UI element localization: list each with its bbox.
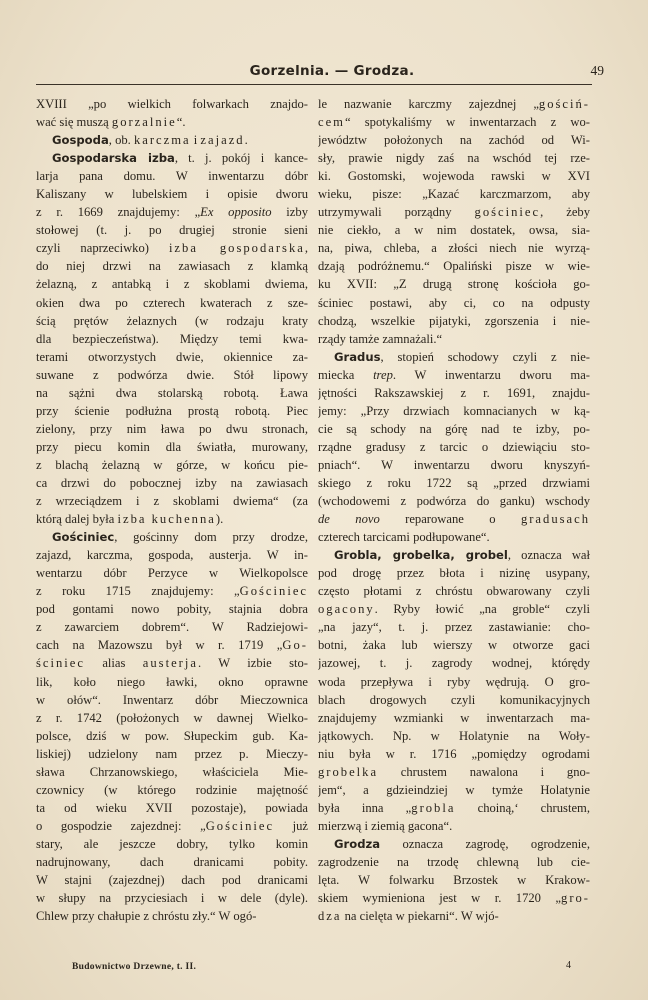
- text-segment: skiego z roku 1722 są „przed drzwiami: [318, 475, 590, 490]
- text-line: [36, 294, 308, 312]
- text-segment: woda przepływa i ryby wędrują. O gro-: [318, 674, 590, 689]
- text-segment: pod drogę przez błota i nizinę usypany,: [318, 566, 590, 581]
- text-line: [36, 564, 308, 582]
- text-line: [36, 853, 308, 871]
- text-line: [318, 312, 590, 330]
- text-segment: „na jazy“, t. j. przez zastawianie: cho-: [318, 620, 590, 635]
- text-segment: terami otworzystych dwie, okiennice za-: [36, 349, 308, 364]
- text-segment: “ spotykaliśmy w inwentarzach z wo-: [344, 115, 590, 130]
- text-segment: niu była w r. 1716 „pomiędzy ogrodami: [318, 746, 590, 761]
- entry-headword: Gościniec: [52, 530, 115, 545]
- text-line: [36, 691, 308, 709]
- text-line: [36, 275, 308, 293]
- text-line: [318, 492, 590, 510]
- text-segment: polsce, dziś w pow. Słupeckim gub. Ka-: [36, 728, 308, 743]
- text-line: [36, 131, 308, 149]
- text-segment: stary, ale jeszcze dobry, tylko komin: [36, 836, 308, 851]
- text-line: [318, 528, 590, 546]
- text-segment: z r. 1742 (położonych w dawnej Wielko-: [36, 710, 308, 725]
- text-segment: lik, koło niego ławki, okno oprawne: [36, 674, 308, 689]
- text-line: [36, 618, 308, 636]
- text-segment: izby: [271, 205, 308, 220]
- running-title: Gorzelnia. — Grodza.: [249, 63, 415, 79]
- text-line: [36, 239, 308, 257]
- text-segment: trep: [373, 367, 393, 382]
- text-line: [318, 474, 590, 492]
- text-segment: , żeby: [540, 205, 590, 220]
- text-line: [36, 889, 308, 907]
- text-segment: . W inwentarzu dworu ma-: [392, 367, 590, 382]
- text-segment: . W izbie sto-: [197, 656, 308, 671]
- text-line: [36, 366, 308, 384]
- text-segment: austerja: [142, 656, 198, 671]
- text-segment: pod gontami nowo pobity, stajnia dobra: [36, 602, 308, 617]
- page-header: [36, 63, 628, 85]
- text-line: [318, 275, 590, 293]
- footer-signature-mark: 4: [566, 960, 571, 971]
- text-line: [36, 492, 308, 510]
- text-line: [36, 907, 308, 925]
- text-segment: liskiej) udzielony nam przez p. Mieczy-: [36, 746, 308, 761]
- text-line: [36, 257, 308, 275]
- text-line: [36, 203, 308, 221]
- text-line: [318, 348, 590, 366]
- text-segment: Gościniec: [239, 584, 308, 599]
- text-segment: wieku, pisze: „Kazać karczmarzom, aby: [318, 187, 590, 202]
- text-line: [318, 294, 590, 312]
- text-segment: do niej drzwi na zawiasach z klamką: [36, 259, 308, 274]
- text-line: [36, 636, 308, 654]
- text-segment: ,: [304, 241, 308, 256]
- text-line: [36, 95, 308, 113]
- text-line: [36, 781, 308, 799]
- text-segment: jazowej, t. j. zagrody wodnej, którędy: [318, 656, 590, 671]
- text-segment: czownicy (w którego rodzinie majętność: [36, 782, 308, 797]
- text-segment: choiną,‘ chrustem,: [455, 800, 590, 815]
- text-line: [36, 835, 308, 853]
- text-segment: w ołów“. Inwentarz dóbr Mieczownica: [36, 692, 308, 707]
- text-line: [318, 510, 590, 528]
- right-text-column: [318, 95, 590, 925]
- text-segment: gościń-: [538, 97, 590, 111]
- text-segment: (wchodowemi z podwórza do ganku) wschody: [318, 494, 590, 509]
- text-segment: jątkowych. Np. w Holatynie na Woły-: [318, 728, 590, 743]
- text-segment: czyli naprzeciwko): [36, 241, 169, 256]
- text-segment: na, piwa, chleba, a złości niech nie wyrzą-: [318, 241, 590, 256]
- text-segment: stołowej (t. j. po drugiej stronie sieni: [36, 223, 308, 238]
- text-segment: jem“, a gdzieindziej w tymże Holatynie: [318, 782, 590, 797]
- text-segment: alias: [84, 656, 143, 671]
- text-line: [318, 691, 590, 709]
- text-line: [36, 673, 308, 691]
- text-line: [318, 871, 590, 889]
- text-segment: na sążni dwa stolarską robotą. Ława: [36, 385, 308, 400]
- text-segment: Go-: [282, 638, 308, 653]
- text-line: [318, 781, 590, 799]
- text-segment: czterech tarcicami podłupowane“.: [318, 530, 490, 545]
- text-line: [318, 330, 590, 348]
- text-segment: na cielęta w piekarni“. W wjó-: [341, 909, 499, 924]
- text-segment: ściniec: [36, 656, 85, 671]
- text-line: [36, 871, 308, 889]
- text-line: [36, 149, 308, 167]
- text-line: [318, 889, 590, 907]
- text-segment: miecka: [318, 367, 374, 382]
- text-segment: jewództw położonych na zachód od Wi-: [318, 133, 590, 148]
- text-segment: , oznacza wał: [507, 548, 590, 563]
- text-segment: ku XVII: „Z drugą stronę kościoła go-: [318, 277, 590, 292]
- text-segment: lęta. W folwarku Brzostek w Krakow-: [318, 873, 590, 888]
- entry-headword: Gradus: [334, 349, 381, 364]
- text-segment: dzają podróżnemu.“ Opaliński pisze w wie-: [318, 259, 590, 274]
- text-segment: oznacza zagrodę, ogrodzenie,: [380, 836, 590, 851]
- text-segment: .: [244, 133, 248, 148]
- text-line: [318, 402, 590, 420]
- text-segment: chodzą, wszelkie pijatyki, zgorszenia i nie-: [318, 313, 590, 328]
- text-segment: le nazwanie karczmy zajezdnej „: [318, 97, 539, 111]
- text-line: [318, 600, 590, 618]
- text-line: [36, 510, 308, 528]
- text-line: [36, 167, 308, 185]
- text-segment: zajazd: [200, 133, 245, 148]
- text-segment: okien dwa po czterech kwaterach z sze-: [36, 295, 308, 310]
- text-line: [36, 438, 308, 456]
- text-segment: izba gospodarska: [168, 241, 305, 256]
- text-segment: mierzwą i ziemią gacona“.: [318, 818, 453, 833]
- text-segment: często płotami z chróstu obwarowany czyli: [318, 584, 590, 599]
- text-segment: blach drogowych czyli komunikacyjnych: [318, 692, 590, 707]
- left-text-column: [36, 95, 308, 925]
- text-line: [36, 763, 308, 781]
- text-segment: gradusach: [520, 512, 590, 527]
- text-line: [36, 330, 308, 348]
- text-segment: grobelka: [318, 764, 379, 779]
- text-segment: gorzalnie: [111, 115, 177, 130]
- text-segment: , gościnny dom przy drodze,: [114, 530, 308, 545]
- text-line: [318, 366, 590, 384]
- text-segment: , stopień schodowy czyli z nie-: [380, 349, 590, 364]
- text-line: [318, 185, 590, 203]
- text-segment: znajdujemy wzmianki w inwentarzach ma-: [318, 710, 590, 725]
- text-segment: , t. j. pokój i kance-: [174, 151, 308, 166]
- text-segment: sława Chrzanowskiego, właściciela Mie-: [36, 764, 308, 779]
- text-segment: przy piecu komin dla światła, murowany,: [36, 439, 308, 454]
- text-line: [36, 384, 308, 402]
- text-line: [318, 221, 590, 239]
- text-line: [318, 95, 590, 113]
- text-line: [318, 167, 590, 185]
- text-line: [318, 817, 590, 835]
- text-segment: skiem wymieniona jest w r. 1720 „: [318, 891, 562, 906]
- text-segment: z r. 1669 znajdujemy: „: [36, 205, 201, 220]
- text-segment: cie są schody na górę nad te izby, po-: [318, 421, 590, 436]
- text-line: [318, 709, 590, 727]
- text-segment: gościniec: [474, 205, 541, 220]
- text-segment: którą dalej była: [36, 512, 118, 527]
- text-line: [36, 185, 308, 203]
- text-segment: Chlew przy chałupie z chróstu zły.“ W ogó-: [36, 909, 257, 924]
- text-segment: dla bezpieczeństwa). Między temi kwa-: [36, 331, 308, 346]
- text-line: [36, 456, 308, 474]
- text-segment: i: [190, 133, 201, 148]
- entry-headword: Grobla, grobelka, grobel: [334, 548, 508, 563]
- text-line: [36, 528, 308, 546]
- text-segment: rządne gradusy z tarcic o dziewiąciu sto-: [318, 439, 590, 454]
- text-segment: żelazną, z antabką i z skoblami dwiema,: [36, 277, 308, 292]
- text-line: [36, 817, 308, 835]
- text-segment: nie ciekło, a w nim dostatek, owsa, sia-: [318, 223, 590, 238]
- text-line: [36, 113, 308, 131]
- entry-headword: Gospodarska izba: [52, 151, 175, 166]
- text-segment: ).: [215, 512, 224, 527]
- text-line: [36, 402, 308, 420]
- text-line: [36, 474, 308, 492]
- text-segment: XVIII „po wielkich folwarkach znajdo-: [36, 97, 308, 111]
- text-line: [318, 618, 590, 636]
- text-segment: chrustem nawalona i gno-: [378, 764, 590, 779]
- text-segment: cem: [318, 115, 345, 130]
- text-segment: już: [274, 818, 308, 833]
- text-segment: ogacony: [318, 602, 375, 617]
- text-segment: utrzymywali porządny: [318, 205, 475, 220]
- text-segment: wać się muszą: [36, 115, 112, 130]
- text-segment: izba kuchenna: [117, 512, 216, 527]
- text-line: [36, 600, 308, 618]
- text-segment: Kaliszany w lubelskiem i opisie dworu: [36, 187, 308, 202]
- text-segment: nadrujnowany, dach dranicami pobity.: [36, 854, 308, 869]
- text-line: [318, 257, 590, 275]
- text-line: [318, 203, 590, 221]
- text-line: [318, 384, 590, 402]
- text-line: [318, 853, 590, 871]
- text-line: [36, 546, 308, 564]
- text-segment: przy ścienie podłużna prostą robotą. Piec: [36, 403, 308, 418]
- text-line: [318, 835, 590, 853]
- text-segment: o gospodzie zajezdnej: „: [36, 818, 206, 833]
- text-line: [318, 907, 590, 925]
- header-rule: [36, 84, 592, 85]
- text-segment: jemy: „Przy drzwiach komnacianych w ką-: [318, 403, 590, 418]
- text-segment: larja pana domu. W inwentarzu dóbr: [36, 169, 308, 184]
- text-segment: Ex opposito: [200, 205, 272, 220]
- text-segment: wentarzu dóbr Perzyce w Wielkopolsce: [36, 566, 308, 581]
- text-segment: z wrzeciądzem i z skoblami dwiema“ (za: [36, 494, 308, 509]
- text-segment: z blachą żelazną w górze, w końcu pie-: [36, 457, 308, 472]
- text-segment: Gościniec: [205, 818, 275, 833]
- text-segment: , ob.: [108, 133, 134, 148]
- text-segment: w słupy na przyciesiach i w dele (dyle).: [36, 891, 308, 906]
- text-line: [36, 654, 308, 672]
- text-line: [36, 582, 308, 600]
- text-line: [318, 636, 590, 654]
- text-line: [36, 312, 308, 330]
- text-segment: reparowane o: [379, 512, 521, 527]
- text-segment: pniach“. W inwentarzu dworu knyszyń-: [318, 457, 590, 472]
- text-line: [318, 239, 590, 257]
- text-segment: W stajni (zajezdnej) dach pod dranicami: [36, 873, 308, 888]
- text-line: [318, 456, 590, 474]
- text-line: [318, 149, 590, 167]
- text-segment: sły, prawie nigdy zaś na wschód tej rze-: [318, 151, 590, 166]
- text-segment: jętności Rakszawskiej z r. 1691, znajdu-: [318, 385, 590, 400]
- text-line: [36, 745, 308, 763]
- text-line: [318, 763, 590, 781]
- text-line: [36, 221, 308, 239]
- text-segment: ki. Gostomski, wojewoda rawski w XVI: [318, 169, 590, 184]
- text-line: [318, 438, 590, 456]
- entry-headword: Gospoda: [52, 133, 109, 148]
- text-line: [318, 654, 590, 672]
- entry-headword: Grodza: [334, 836, 381, 851]
- text-line: [318, 745, 590, 763]
- text-line: [36, 709, 308, 727]
- text-segment: rządy tamże zamnażali.“: [318, 331, 443, 346]
- text-line: [318, 799, 590, 817]
- text-line: [318, 546, 590, 564]
- text-segment: z zawarciem dobrem“. W Radziejowi-: [36, 620, 308, 635]
- text-segment: dza: [318, 909, 342, 924]
- text-line: [36, 420, 308, 438]
- text-segment: ścią prętów żelaznych (w rodzaju kraty: [36, 313, 308, 328]
- text-segment: ca drzwi do pobocznej izby na zawiasach: [36, 475, 308, 490]
- text-line: [318, 420, 590, 438]
- text-segment: zielony, przy nim ława po dwu stronach,: [36, 421, 308, 436]
- text-segment: “.: [176, 115, 186, 130]
- text-segment: cach na Mazowszu był w r. 1719 „: [36, 638, 283, 653]
- text-line: [318, 673, 590, 691]
- text-segment: zajazd, karczma, gospoda, austerja. W in-: [36, 548, 308, 563]
- text-segment: botni, żaka lub wierszy w otworze gaci: [318, 638, 590, 653]
- text-segment: ściniec postawi, aby ci, co na odpusty: [318, 295, 590, 310]
- text-segment: grobla: [411, 800, 456, 815]
- text-line: [318, 582, 590, 600]
- text-segment: . Ryby łowić „na groble“ czyli: [374, 602, 590, 617]
- page-number: 49: [590, 63, 604, 78]
- text-segment: z roku 1715 znajdujemy: „: [36, 584, 240, 599]
- text-segment: zagrodzenie na trzodę chlewną lub cie-: [318, 854, 590, 869]
- text-segment: ta od wieku XVII pozostaje), powiada: [36, 800, 308, 815]
- text-segment: gro-: [561, 891, 590, 906]
- text-line: [318, 727, 590, 745]
- text-line: [318, 131, 590, 149]
- text-line: [318, 564, 590, 582]
- text-line: [36, 348, 308, 366]
- text-line: [36, 727, 308, 745]
- text-segment: de novo: [318, 512, 380, 527]
- footer-source-note: Budownictwo Drzewne, t. II.: [72, 962, 197, 972]
- text-segment: była inna „: [318, 800, 412, 815]
- text-line: [36, 799, 308, 817]
- text-segment: karczma: [133, 133, 191, 148]
- text-line: [318, 113, 590, 131]
- text-segment: suwane z podwórza dwie. Stół lipowy: [36, 367, 308, 382]
